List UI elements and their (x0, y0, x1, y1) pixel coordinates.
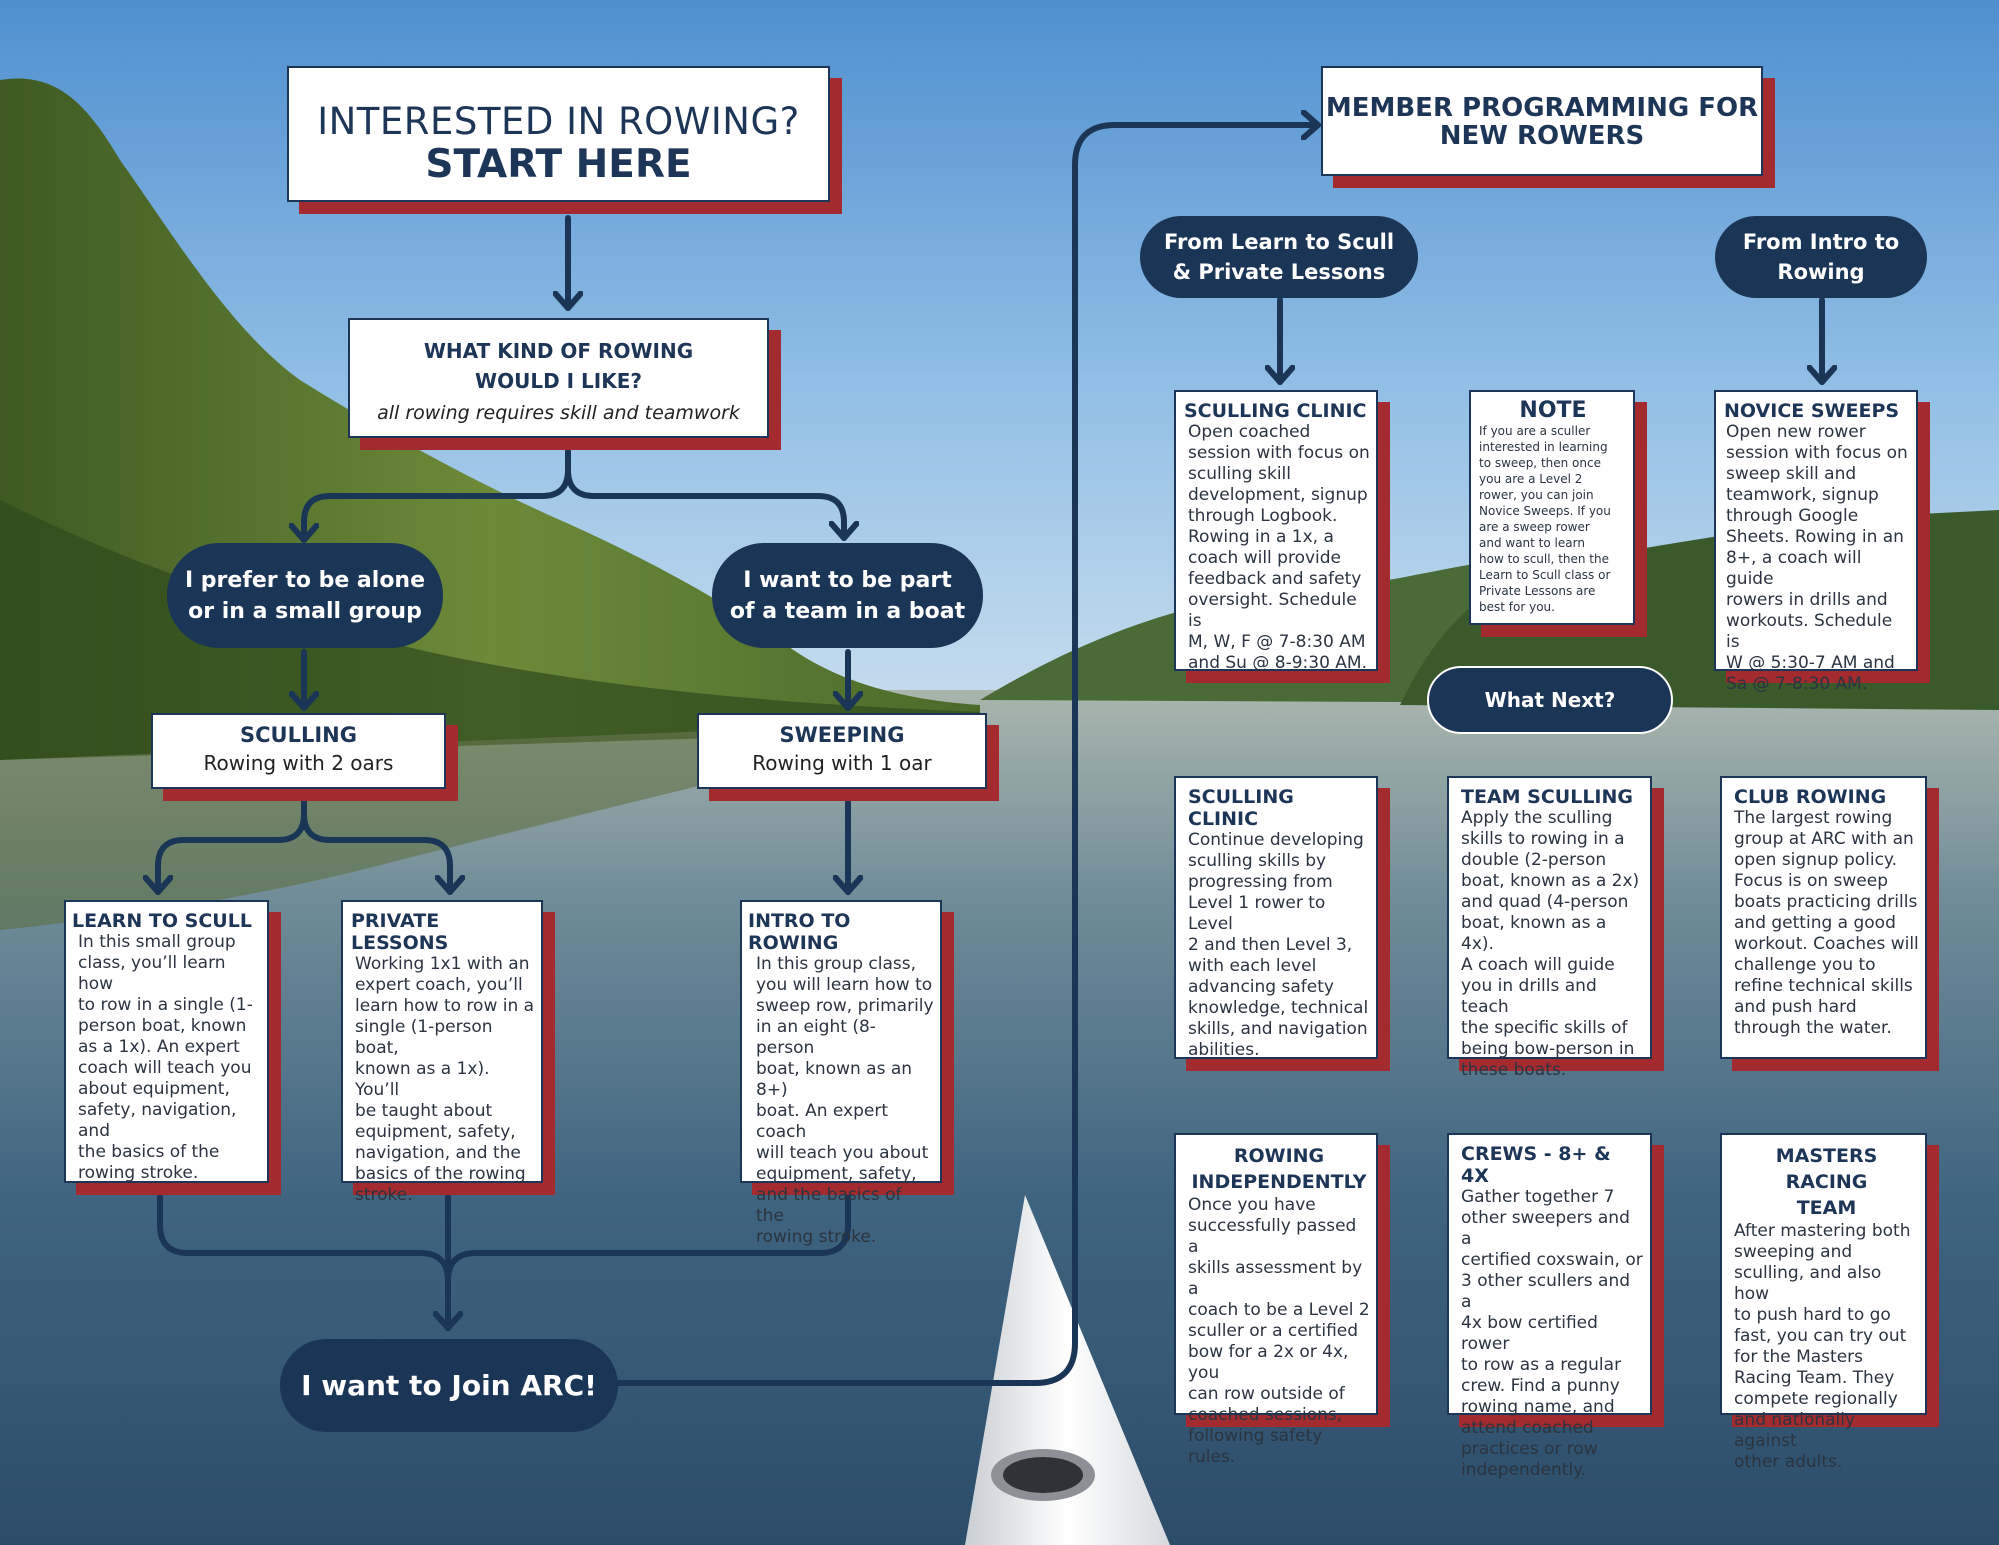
club-rowing-card (1720, 776, 1927, 1059)
start-here-line2: START HERE (425, 142, 692, 187)
learn-to-scull-title: LEARN TO SCULL (72, 910, 252, 932)
choice-alone (167, 543, 443, 648)
body-line: A coach will guide (1461, 955, 1615, 975)
arrow-question-to-alone (304, 440, 568, 540)
body-line: the specific skills of (1461, 1018, 1628, 1038)
body-line: can row outside of (1188, 1384, 1345, 1404)
arrow-question-to-team (568, 470, 844, 538)
body-line: boat, known as a 4x). (1461, 913, 1607, 954)
body-line: stroke. (355, 1185, 413, 1205)
intro-to-rowing-body (748, 954, 934, 1248)
masters-racing-body (1734, 1221, 1919, 1473)
body-line: you in drills and teach (1461, 976, 1597, 1017)
question-subtitle: all rowing requires skill and teamwork (377, 402, 740, 424)
body-line: 3 other scullers and a (1461, 1271, 1631, 1312)
body-line: basics of the rowing (355, 1164, 526, 1184)
arrow-sculling-to-private (304, 814, 450, 892)
body-line: as a 1x). An expert (78, 1037, 240, 1057)
body-line: attend coached (1461, 1418, 1594, 1438)
title-line: MASTERS RACING (1775, 1145, 1878, 1193)
body-line: rowing stroke. (78, 1163, 199, 1183)
body-line: advancing safety (1188, 977, 1334, 997)
start-here-card (287, 66, 830, 202)
team-sculling-card (1447, 776, 1652, 1080)
body-line: compete regionally (1734, 1389, 1898, 1409)
body-line: challenge you to (1734, 955, 1876, 975)
body-line: bow for a 2x or 4x, you (1188, 1342, 1349, 1383)
question-title-line1: WHAT KIND OF ROWING (423, 339, 694, 363)
body-line: sculling skills by (1188, 851, 1327, 871)
body-line: these boats. (1461, 1060, 1567, 1080)
body-line: other sweepers and a (1461, 1208, 1630, 1249)
body-line: to row as a regular (1461, 1355, 1622, 1375)
body-line: skills, and navigation (1188, 1019, 1368, 1039)
team-sculling-body (1461, 808, 1644, 1081)
note-body (1479, 423, 1627, 615)
join-arc-label: I want to Join ARC! (301, 1369, 597, 1402)
body-line: workouts. Schedule is (1726, 611, 1893, 652)
body-line: sculling, and also how (1734, 1263, 1882, 1304)
arrow-sculling-to-learn (158, 796, 304, 892)
body-line: In this small group (78, 932, 236, 952)
question-card (348, 318, 769, 438)
body-line: safety, navigation, and (78, 1100, 237, 1141)
novice-sweeps-body (1724, 422, 1910, 695)
choice-alone-line2: or in a small group (188, 598, 422, 624)
body-line: sweep skill and (1726, 464, 1857, 484)
body-line: and push hard (1734, 997, 1857, 1017)
body-line: following safety rules. (1188, 1426, 1323, 1467)
choice-alone-line1: I prefer to be alone (184, 567, 426, 593)
body-line: group at ARC with an (1734, 829, 1914, 849)
sculling-clinic-2-card (1174, 776, 1378, 1059)
body-line: 8+, a coach will guide (1726, 548, 1862, 589)
sculling-card (151, 713, 446, 789)
body-line: rowing stroke. (756, 1227, 877, 1247)
body-line: will teach you about (756, 1143, 929, 1163)
masters-racing-title (1734, 1143, 1919, 1221)
programming-title-card (1321, 66, 1763, 176)
rowing-independently-card (1174, 1133, 1378, 1467)
body-line: in an eight (8-person (756, 1017, 876, 1058)
rowing-independently-body (1188, 1195, 1370, 1468)
body-line: about equipment, (78, 1079, 230, 1099)
body-line: progressing from (1188, 872, 1333, 892)
body-line: and the basics of the (756, 1185, 902, 1226)
body-line: expert coach, you’ll (355, 975, 523, 995)
body-line: and getting a good (1734, 913, 1896, 933)
body-line: knowledge, technical (1188, 998, 1369, 1018)
title-line: TEAM (1796, 1197, 1857, 1219)
body-line: to row in a single (1- (78, 995, 253, 1015)
body-line: you are a Level 2 (1479, 472, 1583, 486)
body-line: Once you have (1188, 1195, 1316, 1215)
body-line: interested in learning (1479, 440, 1608, 454)
body-line: certified coxswain, or (1461, 1250, 1643, 1270)
body-line: the basics of the (78, 1142, 220, 1162)
body-line: and nationally against (1734, 1410, 1856, 1451)
body-line: session with focus on (1188, 443, 1370, 463)
body-line: Learn to Scull class or (1479, 568, 1611, 582)
note-title: NOTE (1519, 398, 1587, 423)
body-line: Gather together 7 (1461, 1187, 1615, 1207)
body-line: and Su @ 8-9:30 AM. (1188, 653, 1367, 673)
body-line: In this group class, (756, 954, 916, 974)
body-line: Continue developing (1188, 830, 1364, 850)
body-line: are a sweep rower (1479, 520, 1590, 534)
from-intro-line2: Rowing (1777, 260, 1865, 284)
learn-to-scull-body (72, 932, 261, 1184)
from-intro-pill (1715, 216, 1927, 298)
body-line: Apply the sculling (1461, 808, 1613, 828)
body-line: coach to be a Level 2 (1188, 1300, 1370, 1320)
body-line: skills to rowing in a (1461, 829, 1625, 849)
body-line: coach will provide (1188, 548, 1342, 568)
body-line: development, signup (1188, 485, 1368, 505)
club-rowing-title: CLUB ROWING (1734, 786, 1887, 808)
start-here-line1: INTERESTED IN ROWING? (317, 100, 800, 143)
body-line: skills assessment by a (1188, 1258, 1363, 1299)
intro-to-rowing-card (740, 900, 942, 1247)
body-line: you will learn how to (756, 975, 933, 995)
body-line: sculling skill (1188, 464, 1291, 484)
body-line: to push hard to go (1734, 1305, 1891, 1325)
novice-sweeps-title: NOVICE SWEEPS (1724, 400, 1900, 422)
private-lessons-card (341, 900, 543, 1205)
sweeping-card (697, 713, 987, 789)
body-line: Private Lessons are (1479, 584, 1596, 598)
body-line: M, W, F @ 7-8:30 AM (1188, 632, 1366, 652)
body-line: Racing Team. They (1734, 1368, 1895, 1388)
body-line: Working 1x1 with an (355, 954, 530, 974)
from-learn-to-scull-pill (1140, 216, 1418, 298)
body-line: boat, known as a 2x) (1461, 871, 1640, 891)
body-line: boats practicing drills (1734, 892, 1918, 912)
body-line: sweep row, primarily (756, 996, 934, 1016)
body-line: practices or row (1461, 1439, 1598, 1459)
body-line: boat. An expert coach (756, 1101, 889, 1142)
choice-team-line2: of a team in a boat (729, 598, 966, 624)
body-line: Focus is on sweep (1734, 871, 1888, 891)
body-line: sweeping and (1734, 1242, 1853, 1262)
body-line: The largest rowing (1734, 808, 1893, 828)
body-line: navigation, and the (355, 1143, 521, 1163)
body-line: Open coached (1188, 422, 1311, 442)
arrow-classes-to-join (160, 1196, 448, 1328)
body-line: learn how to row in a (355, 996, 535, 1016)
sweeping-sub: Rowing with 1 oar (752, 751, 932, 775)
sculling-clinic-2-body (1188, 830, 1370, 1061)
choice-team (712, 543, 983, 648)
body-line: rower, you can join (1479, 488, 1594, 502)
rowing-independently-title (1188, 1143, 1370, 1195)
body-line: independently. (1461, 1460, 1587, 1480)
body-line: open signup policy. (1734, 850, 1897, 870)
body-line: abilities. (1188, 1040, 1260, 1060)
body-line: Novice Sweeps. If you (1479, 504, 1611, 518)
join-arc-pill (280, 1339, 618, 1432)
body-line: sculler or a certified (1188, 1321, 1359, 1341)
body-line: best for you. (1479, 600, 1555, 614)
question-title-line2: WOULD I LIKE? (475, 369, 642, 393)
body-line: successfully passed a (1188, 1216, 1357, 1257)
what-next-pill (1427, 666, 1673, 734)
choice-team-line1: I want to be part (743, 567, 952, 593)
body-line: through Logbook. (1188, 506, 1338, 526)
body-line: workout. Coaches will (1734, 934, 1919, 954)
body-line: being bow-person in (1461, 1039, 1635, 1059)
body-line: be taught about (355, 1101, 493, 1121)
body-line: with each level (1188, 956, 1317, 976)
body-line: through the water. (1734, 1018, 1892, 1038)
programming-title-line1: MEMBER PROGRAMMING FOR (1325, 93, 1759, 123)
team-sculling-title: TEAM SCULLING (1461, 786, 1634, 808)
title-line: INDEPENDENTLY (1191, 1171, 1367, 1193)
sweeping-title: SWEEPING (779, 723, 905, 747)
note-card (1469, 390, 1635, 625)
from-scull-line2: & Private Lessons (1172, 260, 1386, 284)
body-line: other adults. (1734, 1452, 1843, 1472)
body-line: 4x bow certified rower (1461, 1313, 1598, 1354)
novice-sweeps-card (1714, 390, 1918, 694)
body-line: through Google (1726, 506, 1859, 526)
body-line: coached sessions, (1188, 1405, 1343, 1425)
sculling-title: SCULLING (240, 723, 357, 747)
sculling-sub: Rowing with 2 oars (203, 751, 394, 775)
crews-title: CREWS - 8+ & 4X (1461, 1143, 1611, 1187)
body-line: feedback and safety (1188, 569, 1362, 589)
body-line: rowers in drills and (1726, 590, 1888, 610)
body-line: teamwork, signup (1726, 485, 1879, 505)
body-line: After mastering both (1734, 1221, 1911, 1241)
body-line: 2 and then Level 3, (1188, 935, 1353, 955)
body-line: for the Masters (1734, 1347, 1863, 1367)
sculling-clinic-card (1174, 390, 1378, 671)
body-line: known as a 1x). You’ll (355, 1059, 490, 1100)
body-line: equipment, safety, (756, 1164, 917, 1184)
what-next-label: What Next? (1484, 688, 1616, 712)
intro-to-rowing-title: INTRO TO ROWING (748, 910, 851, 954)
programming-title-line2: NEW ROWERS (1439, 121, 1645, 151)
sculling-clinic-body (1184, 422, 1370, 674)
body-line: Sa @ 7-8:30 AM. (1726, 674, 1868, 694)
body-line: how to scull, then the (1479, 552, 1609, 566)
body-line: Sheets. Rowing in an (1726, 527, 1904, 547)
body-line: and want to learn (1479, 536, 1585, 550)
body-line: W @ 5:30-7 AM and (1726, 653, 1895, 673)
body-line: Level 1 rower to Level (1188, 893, 1326, 934)
body-line: Open new rower (1726, 422, 1866, 442)
body-line: If you are a sculler (1479, 424, 1591, 438)
club-rowing-body (1734, 808, 1919, 1039)
body-line: rowing name, and (1461, 1397, 1615, 1417)
body-line: to sweep, then once (1479, 456, 1601, 470)
crews-card (1447, 1133, 1652, 1480)
learn-to-scull-card (64, 900, 269, 1183)
body-line: person boat, known (78, 1016, 247, 1036)
private-lessons-body (351, 954, 535, 1206)
sculling-clinic-2-title: SCULLING CLINIC (1188, 786, 1294, 830)
body-line: class, you’ll learn how (78, 953, 226, 994)
crews-body (1461, 1187, 1644, 1481)
body-line: coach will teach you (78, 1058, 252, 1078)
body-line: refine technical skills (1734, 976, 1913, 996)
body-line: single (1-person boat, (355, 1017, 493, 1058)
title-line: ROWING (1233, 1145, 1325, 1167)
body-line: oversight. Schedule is (1188, 590, 1357, 631)
sculling-clinic-title: SCULLING CLINIC (1184, 400, 1367, 422)
body-line: Rowing in a 1x, a (1188, 527, 1334, 547)
from-intro-line1: From Intro to (1742, 230, 1900, 254)
body-line: equipment, safety, (355, 1122, 516, 1142)
body-line: and quad (4-person (1461, 892, 1629, 912)
body-line: fast, you can try out (1734, 1326, 1907, 1346)
private-lessons-title: PRIVATE LESSONS (351, 910, 449, 954)
from-scull-line1: From Learn to Scull (1163, 230, 1395, 254)
body-line: session with focus on (1726, 443, 1908, 463)
body-line: crew. Find a punny (1461, 1376, 1620, 1396)
masters-racing-card (1720, 1133, 1927, 1472)
body-line: double (2-person (1461, 850, 1607, 870)
body-line: boat, known as an 8+) (756, 1059, 913, 1100)
